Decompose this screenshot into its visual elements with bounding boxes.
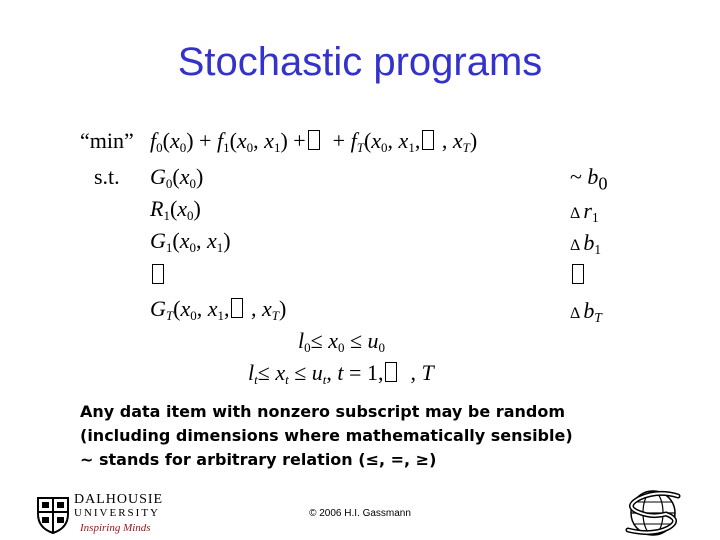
- missing-glyph-icon: [152, 264, 164, 284]
- constraint-g1-rhs: Δ $b_1$: [570, 230, 602, 258]
- bound-xt: $l_t\le x_t \le u_t$, t = 1, , T: [248, 360, 434, 387]
- missing-glyph-icon: [385, 362, 397, 382]
- vertical-ellipsis-left: [150, 262, 166, 288]
- constraint-g1: $G_1(x_0$, $x_1$): [150, 228, 231, 255]
- constraint-g0: $G_0(x_0)$: [150, 164, 204, 191]
- missing-glyph-icon: [231, 298, 243, 318]
- logo-university: UNIVERSITY: [74, 507, 160, 519]
- relation-symbol: Δ: [570, 305, 580, 322]
- missing-glyph-icon: [308, 130, 320, 150]
- constraint-r1: $R_1(x_0)$: [150, 196, 201, 223]
- constraint-gt: $G_T(x_0$, $x_1$, , $x_T$): [150, 296, 287, 323]
- slide-title: Stochastic programs: [177, 40, 543, 84]
- note-text: [80, 400, 700, 472]
- missing-glyph-icon: [422, 130, 434, 150]
- logo-tagline: Inspiring Minds: [80, 522, 151, 534]
- note-line-1: Any data item with nonzero subscript may be random: [80, 402, 565, 421]
- missing-glyph-icon: [572, 264, 584, 284]
- relation-symbol: Δ: [570, 237, 580, 254]
- relation-symbol: Δ: [570, 205, 580, 222]
- relation-symbol: ~: [570, 164, 582, 189]
- note-line-3: ~ stands for arbitrary relation (≤, =, ≥): [80, 450, 437, 469]
- constraint-r1-rhs: Δ $r_1$: [570, 198, 599, 226]
- copyright-footer: © 2006 H.I. Gassmann: [309, 508, 411, 519]
- bound-x0: $l_0\le x_0 \le u_0$: [298, 328, 386, 355]
- objective-expression: $f_0(x_0) + f_1(x_0$, $x_1$) + + $f_T(x_0$, $x_1$, , $x_T$): [150, 128, 478, 155]
- vertical-ellipsis-right: [570, 262, 586, 288]
- st-label: s.t.: [94, 164, 120, 189]
- constraint-gt-rhs: Δ $b_T$: [570, 298, 602, 326]
- note-line-2: (including dimensions where mathematically sensible): [80, 426, 573, 445]
- objective-label: “min”: [80, 128, 134, 153]
- logo-name: DALHOUSIE: [74, 492, 164, 507]
- globe-logo-icon: [618, 488, 688, 538]
- constraint-g0-rhs: ~ $b_0$: [570, 164, 608, 194]
